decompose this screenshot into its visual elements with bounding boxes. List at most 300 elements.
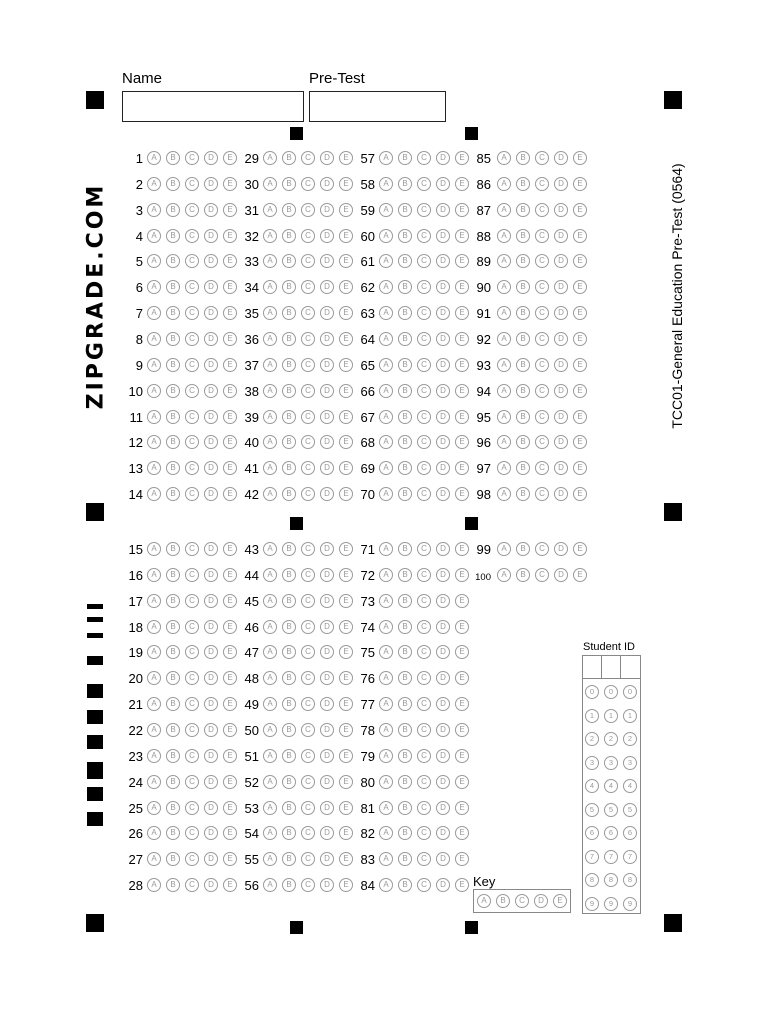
answer-bubble-c[interactable]: C [301, 332, 315, 346]
answer-bubble-c[interactable]: C [301, 568, 315, 582]
answer-bubble-c[interactable]: C [185, 177, 199, 191]
answer-bubble-c[interactable]: C [417, 487, 431, 501]
answer-bubble-d[interactable]: D [436, 177, 450, 191]
answer-bubble-c[interactable]: C [417, 697, 431, 711]
answer-bubble-a[interactable]: A [497, 461, 511, 475]
answer-bubble-b[interactable]: B [282, 203, 296, 217]
answer-bubble-d[interactable]: D [204, 384, 218, 398]
key-bubble-e[interactable]: E [553, 894, 567, 908]
answer-bubble-a[interactable]: A [263, 801, 277, 815]
answer-bubble-c[interactable]: C [301, 671, 315, 685]
answer-bubble-a[interactable]: A [379, 461, 393, 475]
answer-bubble-a[interactable]: A [379, 435, 393, 449]
answer-bubble-c[interactable]: C [535, 177, 549, 191]
answer-bubble-d[interactable]: D [436, 203, 450, 217]
answer-bubble-c[interactable]: C [535, 254, 549, 268]
answer-bubble-b[interactable]: B [282, 542, 296, 556]
answer-bubble-b[interactable]: B [282, 151, 296, 165]
answer-bubble-b[interactable]: B [398, 620, 412, 634]
answer-bubble-a[interactable]: A [379, 384, 393, 398]
answer-bubble-e[interactable]: E [223, 749, 237, 763]
answer-bubble-c[interactable]: C [185, 280, 199, 294]
answer-bubble-a[interactable]: A [263, 410, 277, 424]
answer-bubble-d[interactable]: D [320, 852, 334, 866]
answer-bubble-a[interactable]: A [263, 203, 277, 217]
student-id-bubble-0[interactable]: 0 [623, 685, 637, 699]
answer-bubble-d[interactable]: D [436, 542, 450, 556]
answer-bubble-b[interactable]: B [282, 358, 296, 372]
answer-bubble-e[interactable]: E [223, 487, 237, 501]
answer-bubble-a[interactable]: A [263, 671, 277, 685]
answer-bubble-e[interactable]: E [455, 358, 469, 372]
answer-bubble-e[interactable]: E [573, 384, 587, 398]
answer-bubble-e[interactable]: E [223, 801, 237, 815]
student-id-bubble-4[interactable]: 4 [585, 779, 599, 793]
answer-bubble-d[interactable]: D [204, 358, 218, 372]
answer-bubble-c[interactable]: C [417, 801, 431, 815]
answer-bubble-c[interactable]: C [417, 645, 431, 659]
answer-bubble-e[interactable]: E [339, 203, 353, 217]
key-bubble-b[interactable]: B [496, 894, 510, 908]
answer-bubble-d[interactable]: D [204, 568, 218, 582]
answer-bubble-a[interactable]: A [379, 620, 393, 634]
student-id-bubble-1[interactable]: 1 [623, 709, 637, 723]
answer-bubble-b[interactable]: B [166, 280, 180, 294]
answer-bubble-c[interactable]: C [417, 620, 431, 634]
answer-bubble-b[interactable]: B [166, 826, 180, 840]
answer-bubble-b[interactable]: B [398, 645, 412, 659]
answer-bubble-a[interactable]: A [147, 749, 161, 763]
answer-bubble-c[interactable]: C [185, 542, 199, 556]
answer-bubble-d[interactable]: D [554, 568, 568, 582]
answer-bubble-d[interactable]: D [436, 229, 450, 243]
answer-bubble-b[interactable]: B [516, 358, 530, 372]
answer-bubble-c[interactable]: C [185, 358, 199, 372]
answer-bubble-e[interactable]: E [339, 410, 353, 424]
answer-bubble-b[interactable]: B [398, 801, 412, 815]
answer-bubble-d[interactable]: D [204, 203, 218, 217]
answer-bubble-a[interactable]: A [263, 177, 277, 191]
answer-bubble-e[interactable]: E [573, 229, 587, 243]
answer-bubble-a[interactable]: A [263, 645, 277, 659]
answer-bubble-c[interactable]: C [185, 410, 199, 424]
answer-bubble-e[interactable]: E [455, 203, 469, 217]
answer-bubble-d[interactable]: D [320, 723, 334, 737]
answer-bubble-a[interactable]: A [263, 826, 277, 840]
answer-bubble-e[interactable]: E [339, 435, 353, 449]
answer-bubble-a[interactable]: A [263, 852, 277, 866]
answer-bubble-d[interactable]: D [320, 801, 334, 815]
answer-bubble-c[interactable]: C [185, 594, 199, 608]
answer-bubble-e[interactable]: E [223, 410, 237, 424]
answer-bubble-e[interactable]: E [455, 775, 469, 789]
answer-bubble-b[interactable]: B [398, 151, 412, 165]
answer-bubble-a[interactable]: A [147, 542, 161, 556]
answer-bubble-e[interactable]: E [573, 435, 587, 449]
answer-bubble-b[interactable]: B [282, 723, 296, 737]
student-id-bubble-9[interactable]: 9 [604, 897, 618, 911]
answer-bubble-a[interactable]: A [263, 723, 277, 737]
answer-bubble-a[interactable]: A [147, 461, 161, 475]
answer-bubble-b[interactable]: B [166, 697, 180, 711]
answer-bubble-b[interactable]: B [398, 826, 412, 840]
answer-bubble-e[interactable]: E [223, 306, 237, 320]
answer-bubble-b[interactable]: B [166, 410, 180, 424]
answer-bubble-c[interactable]: C [535, 203, 549, 217]
answer-bubble-e[interactable]: E [455, 645, 469, 659]
answer-bubble-a[interactable]: A [147, 177, 161, 191]
answer-bubble-d[interactable]: D [320, 645, 334, 659]
answer-bubble-a[interactable]: A [497, 229, 511, 243]
answer-bubble-b[interactable]: B [166, 254, 180, 268]
answer-bubble-c[interactable]: C [535, 229, 549, 243]
answer-bubble-e[interactable]: E [573, 177, 587, 191]
answer-bubble-c[interactable]: C [301, 435, 315, 449]
answer-bubble-d[interactable]: D [204, 435, 218, 449]
student-id-bubble-3[interactable]: 3 [604, 756, 618, 770]
answer-bubble-e[interactable]: E [339, 306, 353, 320]
answer-bubble-b[interactable]: B [282, 568, 296, 582]
answer-bubble-b[interactable]: B [516, 568, 530, 582]
answer-bubble-d[interactable]: D [204, 723, 218, 737]
answer-bubble-a[interactable]: A [147, 384, 161, 398]
answer-bubble-a[interactable]: A [379, 645, 393, 659]
answer-bubble-e[interactable]: E [339, 826, 353, 840]
answer-bubble-a[interactable]: A [379, 568, 393, 582]
answer-bubble-e[interactable]: E [223, 435, 237, 449]
answer-bubble-a[interactable]: A [379, 723, 393, 737]
answer-bubble-c[interactable]: C [185, 254, 199, 268]
answer-bubble-d[interactable]: D [320, 775, 334, 789]
answer-bubble-a[interactable]: A [379, 775, 393, 789]
student-id-bubble-9[interactable]: 9 [623, 897, 637, 911]
answer-bubble-c[interactable]: C [301, 177, 315, 191]
answer-bubble-d[interactable]: D [554, 410, 568, 424]
answer-bubble-a[interactable]: A [263, 461, 277, 475]
answer-bubble-c[interactable]: C [185, 801, 199, 815]
answer-bubble-e[interactable]: E [573, 461, 587, 475]
key-bubble-d[interactable]: D [534, 894, 548, 908]
answer-bubble-b[interactable]: B [398, 749, 412, 763]
answer-bubble-d[interactable]: D [436, 749, 450, 763]
answer-bubble-e[interactable]: E [339, 254, 353, 268]
student-id-bubble-7[interactable]: 7 [623, 850, 637, 864]
answer-bubble-c[interactable]: C [417, 671, 431, 685]
answer-bubble-d[interactable]: D [320, 254, 334, 268]
answer-bubble-d[interactable]: D [436, 697, 450, 711]
answer-bubble-d[interactable]: D [554, 461, 568, 475]
answer-bubble-b[interactable]: B [398, 542, 412, 556]
answer-bubble-a[interactable]: A [379, 280, 393, 294]
answer-bubble-e[interactable]: E [223, 332, 237, 346]
answer-bubble-e[interactable]: E [573, 306, 587, 320]
answer-bubble-a[interactable]: A [263, 306, 277, 320]
answer-bubble-d[interactable]: D [436, 671, 450, 685]
answer-bubble-c[interactable]: C [185, 620, 199, 634]
answer-bubble-a[interactable]: A [379, 254, 393, 268]
answer-bubble-d[interactable]: D [204, 280, 218, 294]
answer-bubble-d[interactable]: D [436, 594, 450, 608]
answer-bubble-a[interactable]: A [379, 671, 393, 685]
answer-bubble-d[interactable]: D [204, 594, 218, 608]
answer-bubble-b[interactable]: B [166, 435, 180, 449]
answer-bubble-b[interactable]: B [516, 461, 530, 475]
answer-bubble-e[interactable]: E [455, 671, 469, 685]
answer-bubble-e[interactable]: E [223, 645, 237, 659]
answer-bubble-e[interactable]: E [223, 723, 237, 737]
answer-bubble-d[interactable]: D [320, 280, 334, 294]
answer-bubble-d[interactable]: D [320, 358, 334, 372]
answer-bubble-a[interactable]: A [147, 671, 161, 685]
answer-bubble-c[interactable]: C [185, 645, 199, 659]
answer-bubble-e[interactable]: E [223, 775, 237, 789]
answer-bubble-a[interactable]: A [263, 775, 277, 789]
answer-bubble-a[interactable]: A [497, 203, 511, 217]
answer-bubble-c[interactable]: C [417, 749, 431, 763]
key-bubble-c[interactable]: C [515, 894, 529, 908]
answer-bubble-b[interactable]: B [166, 775, 180, 789]
answer-bubble-c[interactable]: C [417, 568, 431, 582]
answer-bubble-c[interactable]: C [301, 645, 315, 659]
answer-bubble-e[interactable]: E [455, 826, 469, 840]
answer-bubble-b[interactable]: B [166, 878, 180, 892]
answer-bubble-a[interactable]: A [497, 151, 511, 165]
answer-bubble-e[interactable]: E [339, 332, 353, 346]
answer-bubble-d[interactable]: D [320, 384, 334, 398]
student-id-bubble-2[interactable]: 2 [585, 732, 599, 746]
answer-bubble-b[interactable]: B [282, 280, 296, 294]
answer-bubble-e[interactable]: E [455, 852, 469, 866]
answer-bubble-e[interactable]: E [455, 723, 469, 737]
answer-bubble-b[interactable]: B [166, 332, 180, 346]
answer-bubble-a[interactable]: A [497, 542, 511, 556]
answer-bubble-a[interactable]: A [147, 775, 161, 789]
answer-bubble-d[interactable]: D [554, 384, 568, 398]
answer-bubble-d[interactable]: D [436, 151, 450, 165]
answer-bubble-b[interactable]: B [166, 801, 180, 815]
answer-bubble-c[interactable]: C [417, 254, 431, 268]
answer-bubble-c[interactable]: C [535, 461, 549, 475]
answer-bubble-d[interactable]: D [204, 487, 218, 501]
answer-bubble-a[interactable]: A [497, 358, 511, 372]
answer-bubble-c[interactable]: C [417, 358, 431, 372]
answer-bubble-a[interactable]: A [263, 542, 277, 556]
answer-bubble-a[interactable]: A [263, 280, 277, 294]
answer-bubble-a[interactable]: A [379, 801, 393, 815]
answer-bubble-e[interactable]: E [339, 775, 353, 789]
answer-bubble-d[interactable]: D [554, 254, 568, 268]
answer-bubble-c[interactable]: C [417, 775, 431, 789]
answer-bubble-a[interactable]: A [263, 568, 277, 582]
student-id-bubble-1[interactable]: 1 [604, 709, 618, 723]
answer-bubble-e[interactable]: E [455, 177, 469, 191]
answer-bubble-c[interactable]: C [417, 852, 431, 866]
answer-bubble-b[interactable]: B [282, 801, 296, 815]
answer-bubble-c[interactable]: C [417, 435, 431, 449]
answer-bubble-e[interactable]: E [455, 697, 469, 711]
answer-bubble-e[interactable]: E [223, 878, 237, 892]
answer-bubble-a[interactable]: A [147, 801, 161, 815]
student-id-bubble-5[interactable]: 5 [604, 803, 618, 817]
student-id-bubble-4[interactable]: 4 [623, 779, 637, 793]
answer-bubble-d[interactable]: D [320, 177, 334, 191]
answer-bubble-b[interactable]: B [516, 280, 530, 294]
answer-bubble-b[interactable]: B [166, 384, 180, 398]
answer-bubble-c[interactable]: C [535, 487, 549, 501]
student-id-bubble-6[interactable]: 6 [585, 826, 599, 840]
answer-bubble-b[interactable]: B [516, 254, 530, 268]
answer-bubble-b[interactable]: B [282, 177, 296, 191]
answer-bubble-e[interactable]: E [455, 384, 469, 398]
answer-bubble-a[interactable]: A [147, 568, 161, 582]
answer-bubble-c[interactable]: C [301, 358, 315, 372]
answer-bubble-a[interactable]: A [147, 151, 161, 165]
test-name-field[interactable] [309, 91, 446, 122]
answer-bubble-c[interactable]: C [185, 435, 199, 449]
answer-bubble-a[interactable]: A [379, 749, 393, 763]
answer-bubble-b[interactable]: B [282, 461, 296, 475]
answer-bubble-d[interactable]: D [436, 826, 450, 840]
answer-bubble-a[interactable]: A [147, 852, 161, 866]
answer-bubble-e[interactable]: E [339, 358, 353, 372]
answer-bubble-d[interactable]: D [436, 878, 450, 892]
answer-bubble-e[interactable]: E [573, 568, 587, 582]
answer-bubble-d[interactable]: D [320, 306, 334, 320]
answer-bubble-d[interactable]: D [436, 775, 450, 789]
answer-bubble-e[interactable]: E [339, 487, 353, 501]
answer-bubble-e[interactable]: E [223, 384, 237, 398]
answer-bubble-c[interactable]: C [185, 461, 199, 475]
answer-bubble-b[interactable]: B [282, 384, 296, 398]
answer-bubble-e[interactable]: E [573, 542, 587, 556]
answer-bubble-c[interactable]: C [185, 203, 199, 217]
answer-bubble-b[interactable]: B [398, 203, 412, 217]
answer-bubble-a[interactable]: A [263, 151, 277, 165]
answer-bubble-d[interactable]: D [554, 332, 568, 346]
answer-bubble-c[interactable]: C [417, 306, 431, 320]
answer-bubble-d[interactable]: D [436, 280, 450, 294]
answer-bubble-c[interactable]: C [301, 749, 315, 763]
answer-bubble-a[interactable]: A [263, 878, 277, 892]
answer-bubble-a[interactable]: A [497, 306, 511, 320]
answer-bubble-e[interactable]: E [455, 487, 469, 501]
answer-bubble-a[interactable]: A [147, 280, 161, 294]
answer-bubble-c[interactable]: C [185, 826, 199, 840]
answer-bubble-b[interactable]: B [516, 487, 530, 501]
answer-bubble-a[interactable]: A [147, 697, 161, 711]
student-id-bubble-2[interactable]: 2 [623, 732, 637, 746]
answer-bubble-a[interactable]: A [379, 151, 393, 165]
answer-bubble-d[interactable]: D [554, 358, 568, 372]
answer-bubble-b[interactable]: B [282, 671, 296, 685]
answer-bubble-d[interactable]: D [436, 568, 450, 582]
answer-bubble-d[interactable]: D [320, 203, 334, 217]
answer-bubble-b[interactable]: B [516, 384, 530, 398]
answer-bubble-c[interactable]: C [535, 410, 549, 424]
answer-bubble-a[interactable]: A [263, 384, 277, 398]
answer-bubble-c[interactable]: C [185, 749, 199, 763]
answer-bubble-a[interactable]: A [497, 410, 511, 424]
answer-bubble-d[interactable]: D [204, 775, 218, 789]
answer-bubble-d[interactable]: D [436, 852, 450, 866]
answer-bubble-c[interactable]: C [535, 435, 549, 449]
answer-bubble-b[interactable]: B [282, 410, 296, 424]
answer-bubble-b[interactable]: B [166, 620, 180, 634]
answer-bubble-b[interactable]: B [516, 435, 530, 449]
answer-bubble-a[interactable]: A [147, 306, 161, 320]
answer-bubble-b[interactable]: B [398, 435, 412, 449]
answer-bubble-e[interactable]: E [223, 151, 237, 165]
answer-bubble-b[interactable]: B [282, 306, 296, 320]
answer-bubble-e[interactable]: E [573, 332, 587, 346]
answer-bubble-c[interactable]: C [301, 280, 315, 294]
answer-bubble-d[interactable]: D [436, 801, 450, 815]
answer-bubble-e[interactable]: E [573, 254, 587, 268]
key-bubble-a[interactable]: A [477, 894, 491, 908]
name-field[interactable] [122, 91, 304, 122]
answer-bubble-e[interactable]: E [455, 229, 469, 243]
answer-bubble-e[interactable]: E [223, 697, 237, 711]
answer-bubble-e[interactable]: E [455, 801, 469, 815]
answer-bubble-c[interactable]: C [301, 306, 315, 320]
answer-bubble-b[interactable]: B [398, 410, 412, 424]
student-id-bubble-4[interactable]: 4 [604, 779, 618, 793]
answer-bubble-e[interactable]: E [339, 568, 353, 582]
answer-bubble-a[interactable]: A [379, 410, 393, 424]
answer-bubble-c[interactable]: C [417, 594, 431, 608]
answer-bubble-e[interactable]: E [223, 568, 237, 582]
answer-bubble-a[interactable]: A [147, 332, 161, 346]
answer-bubble-e[interactable]: E [455, 254, 469, 268]
answer-bubble-e[interactable]: E [223, 177, 237, 191]
answer-bubble-c[interactable]: C [301, 594, 315, 608]
answer-bubble-b[interactable]: B [398, 775, 412, 789]
answer-bubble-d[interactable]: D [204, 671, 218, 685]
answer-bubble-b[interactable]: B [398, 461, 412, 475]
answer-bubble-d[interactable]: D [436, 384, 450, 398]
answer-bubble-b[interactable]: B [166, 671, 180, 685]
answer-bubble-b[interactable]: B [516, 203, 530, 217]
answer-bubble-a[interactable]: A [263, 487, 277, 501]
answer-bubble-c[interactable]: C [301, 723, 315, 737]
answer-bubble-e[interactable]: E [223, 852, 237, 866]
answer-bubble-c[interactable]: C [417, 723, 431, 737]
answer-bubble-d[interactable]: D [436, 254, 450, 268]
answer-bubble-d[interactable]: D [554, 151, 568, 165]
answer-bubble-b[interactable]: B [282, 645, 296, 659]
answer-bubble-a[interactable]: A [379, 878, 393, 892]
answer-bubble-c[interactable]: C [185, 723, 199, 737]
answer-bubble-e[interactable]: E [455, 568, 469, 582]
answer-bubble-b[interactable]: B [398, 671, 412, 685]
student-id-bubble-3[interactable]: 3 [623, 756, 637, 770]
student-id-bubble-6[interactable]: 6 [604, 826, 618, 840]
answer-bubble-a[interactable]: A [147, 358, 161, 372]
answer-bubble-e[interactable]: E [223, 826, 237, 840]
answer-bubble-b[interactable]: B [282, 852, 296, 866]
answer-bubble-e[interactable]: E [339, 723, 353, 737]
answer-bubble-a[interactable]: A [497, 435, 511, 449]
answer-bubble-a[interactable]: A [379, 177, 393, 191]
answer-bubble-a[interactable]: A [263, 254, 277, 268]
answer-bubble-b[interactable]: B [282, 254, 296, 268]
answer-bubble-c[interactable]: C [301, 203, 315, 217]
answer-bubble-d[interactable]: D [320, 749, 334, 763]
answer-bubble-c[interactable]: C [301, 697, 315, 711]
answer-bubble-c[interactable]: C [301, 801, 315, 815]
answer-bubble-d[interactable]: D [204, 410, 218, 424]
answer-bubble-d[interactable]: D [436, 332, 450, 346]
